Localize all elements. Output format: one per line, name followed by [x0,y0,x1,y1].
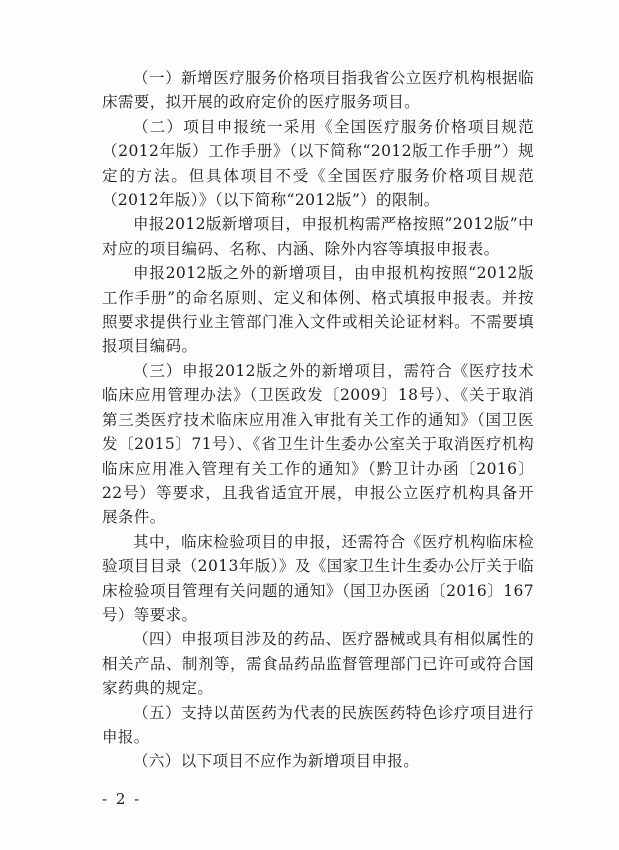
paragraph-8: （五）支持以苗医药为代表的民族医药特色诊疗项目进行申报。 [102,703,534,746]
paragraph-7: （四）申报项目涉及的药品、医疗器械或具有相似属性的相关产品、制剂等，需食品药品监督管理部门已许可或符合国家药典的规定。 [102,630,534,698]
page-number: - 2 - [102,790,142,808]
paragraph-4: 申报2012版之外的新增项目，由申报机构按照“2012版工作手册”的命名原则、定义和体例、格式填报申报表。并按照要求提供行业主管部门准入文件或相关论证材料。不需要填报项目编码。 [102,264,534,356]
document-body [102,66,534,774]
paragraph-5: （三）申报2012版之外的新增项目，需符合《医疗技术临床应用管理办法》（卫医政发〔2009〕18号）、《关于取消第三类医疗技术临床应用准入审批有关工作的通知》（国卫医发〔2015〕71号）、《省卫生计生委办公室关于取消医疗机构临床应用准入管理有关工作的通知》（黔卫计办函〔2016〕22号）等要求，且我省适宜开展，申报公立医疗机构具备开展条件。 [102,361,534,527]
paragraph-6: 其中，临床检验项目的申报，还需符合《医疗机构临床检验项目目录（2013年版）》及《国家卫生计生委办公厅关于临床检验项目管理有关问题的通知》（国卫办医函〔2016〕167号）等要求。 [102,532,534,624]
paragraph-3: 申报2012版新增项目，申报机构需严格按照”2012版”中对应的项目编码、名称、内涵、除外内容等填报申报表。 [102,215,534,258]
paragraph-1: （一）新增医疗服务价格项目指我省公立医疗机构根据临床需要，拟开展的政府定价的医疗服务项目。 [102,69,534,112]
paragraph-2: （二）项目申报统一采用《全国医疗服务价格项目规范（2012年版）工作手册》（以下简称“2012版工作手册”）规定的方法。但具体项目不受《全国医疗服务价格项目规范（2012年版）》（以下简称“2012版”）的限制。 [102,117,534,210]
paragraph-9: （六）以下项目不应作为新增项目申报。 [133,752,420,771]
